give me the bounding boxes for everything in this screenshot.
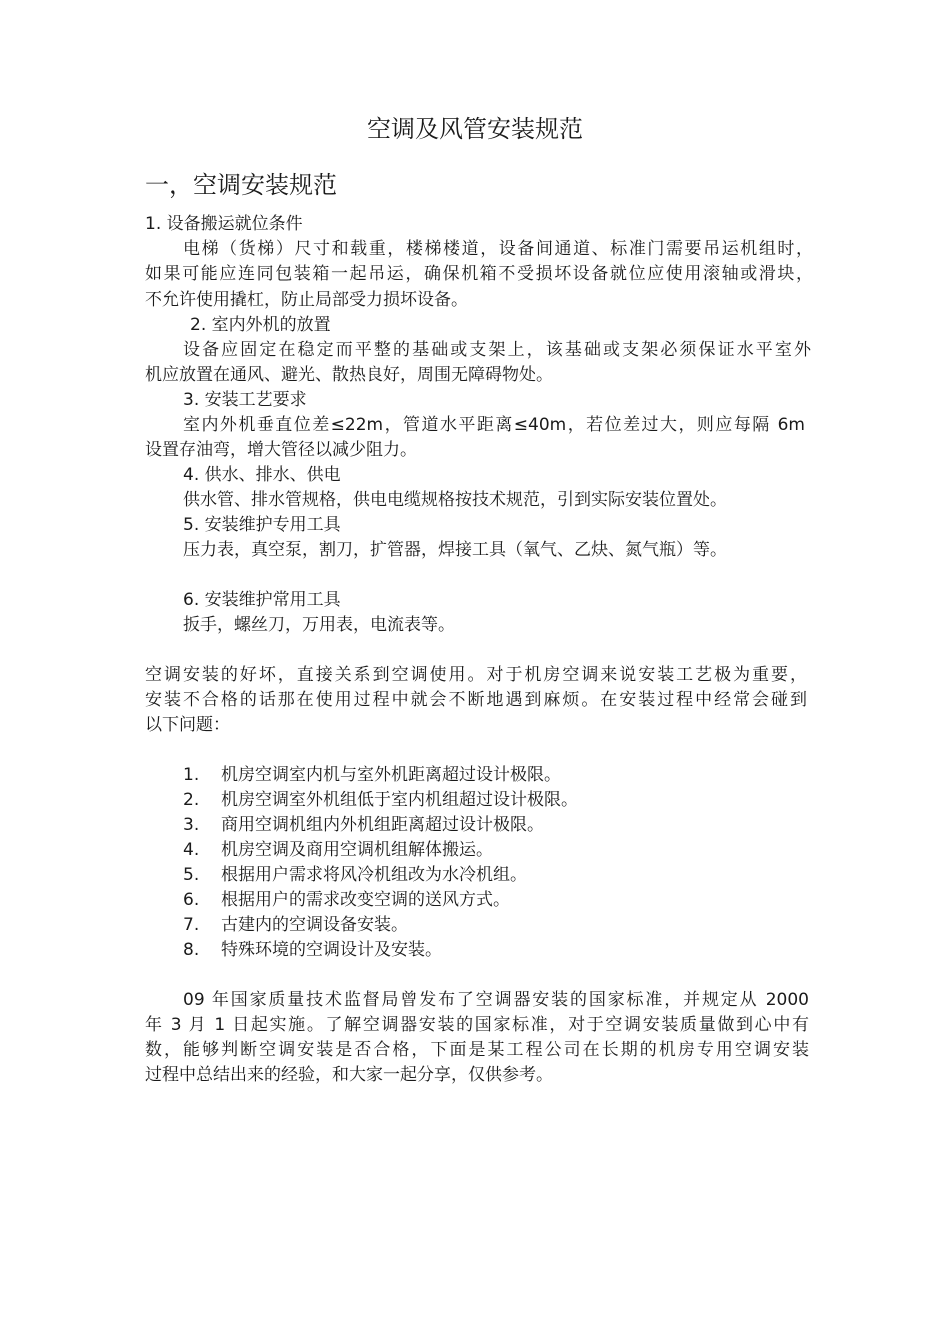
document-title: 空调及风管安装规范 [367,115,583,143]
item-heading: 6. 安装维护常用工具 [183,590,341,610]
list-item: 特殊环境的空调设计及安装。 [221,940,442,960]
paragraph-line: 数，能够判断空调安装是否合格，下面是某工程公司在长期的机房专用空调安装 [145,1040,809,1060]
item-heading: 4. 供水、排水、供电 [183,465,341,485]
paragraph-line: 空调安装的好坏，直接关系到空调使用。对于机房空调来说安装工艺极为重要， [145,665,807,685]
item-body-line: 扳手，螺丝刀，万用表，电流表等。 [183,615,455,635]
item-body-line: 设置存油弯，增大管径以减少阻力。 [145,440,417,460]
item-heading: 3. 安装工艺要求 [183,390,307,410]
list-number: 1. [183,765,200,785]
paragraph-line: 年 3 月 1 日起实施。了解空调器安装的国家标准，对于空调安装质量做到心中有 [145,1015,809,1035]
paragraph-line: 以下问题： [145,715,230,735]
item-heading: 5. 安装维护专用工具 [183,515,341,535]
list-number: 7. [183,915,200,935]
paragraph-line: 安装不合格的话那在使用过程中就会不断地遇到麻烦。在安装过程中经常会碰到 [145,690,807,710]
item-body-line: 如果可能应连同包装箱一起吊运，确保机箱不受损坏设备就位应使用滚轴或滑块， [145,264,813,284]
item-heading: 1. 设备搬运就位条件 [145,214,303,234]
item-body-line: 室内外机垂直位差≤22m，管道水平距离≤40m，若位差过大，则应每隔 6m [183,415,805,435]
item-body-line: 设备应固定在稳定而平整的基础或支架上，该基础或支架必须保证水平室外 [183,340,811,360]
item-body-line: 电梯（货梯）尺寸和载重，楼梯楼道，设备间通道、标准门需要吊运机组时， [183,239,813,259]
list-number: 3. [183,815,200,835]
item-body-line: 压力表，真空泵，割刀，扩管器，焊接工具（氧气、乙炔、氮气瓶）等。 [183,540,727,560]
list-item: 机房空调室内机与室外机距离超过设计极限。 [221,765,561,785]
paragraph-line: 过程中总结出来的经验，和大家一起分享，仅供参考。 [145,1065,553,1085]
item-body-line: 供水管、排水管规格，供电电缆规格按技术规范，引到实际安装位置处。 [183,490,727,510]
list-number: 6. [183,890,200,910]
list-item: 机房空调及商用空调机组解体搬运。 [221,840,493,860]
list-item: 机房空调室外机组低于室内机组超过设计极限。 [221,790,578,810]
list-item: 古建内的空调设备安装。 [221,915,408,935]
list-item: 根据用户需求将风冷机组改为水冷机组。 [221,865,527,885]
list-number: 4. [183,840,200,860]
section-heading: 一，空调安装规范 [145,171,337,199]
item-body-line: 机应放置在通风、避光、散热良好，周围无障碍物处。 [145,365,553,385]
item-body-line: 不允许使用撬杠，防止局部受力损坏设备。 [145,290,468,310]
list-number: 2. [183,790,200,810]
list-item: 根据用户的需求改变空调的送风方式。 [221,890,510,910]
list-number: 5. [183,865,200,885]
list-number: 8. [183,940,200,960]
list-item: 商用空调机组内外机组距离超过设计极限。 [221,815,544,835]
paragraph-line: 09 年国家质量技术监督局曾发布了空调器安装的国家标准，并规定从 2000 [183,990,809,1010]
item-heading: 2. 室内外机的放置 [190,315,331,335]
